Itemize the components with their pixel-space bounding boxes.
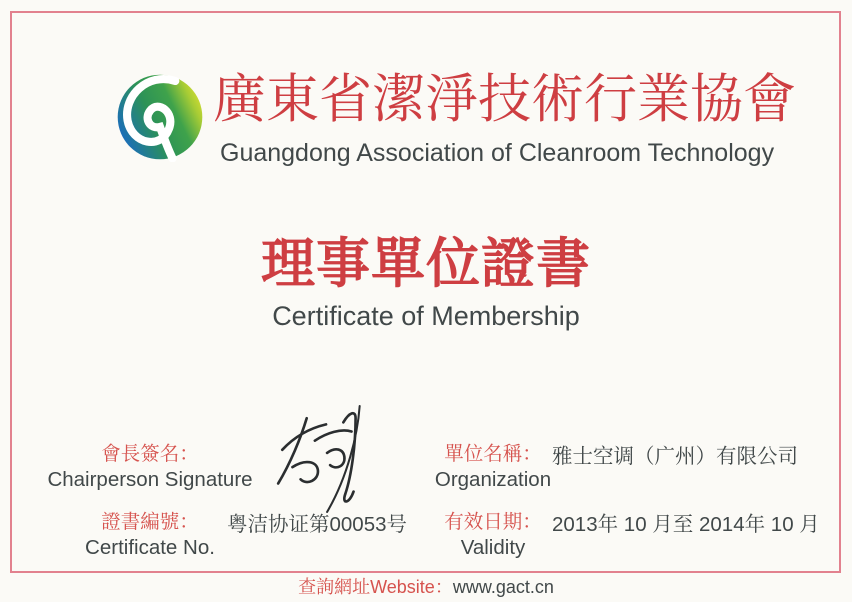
organization-label-en: Organization [434, 468, 552, 491]
website-footer [0, 577, 852, 598]
field-chairperson-signature [40, 443, 260, 492]
certificate-title-en: Certificate of Membership [272, 301, 580, 331]
chairperson-signature-label-en: Chairperson Signature [47, 468, 253, 491]
website-label: 查詢網址Website： [298, 577, 453, 597]
website-url: www.gact.cn [452, 577, 554, 597]
certificate-title-zh: 理事單位證書 [261, 234, 591, 294]
field-organization [418, 443, 568, 492]
certificate-no-label-zh: 證書編號： [101, 511, 199, 533]
association-title-zh: 廣東省潔淨技術行業協會 [213, 70, 796, 129]
certificate-no-label-en: Certificate No. [85, 536, 215, 559]
organization-label-zh: 單位名稱： [444, 443, 542, 465]
association-logo-icon [115, 72, 205, 162]
validity-label-zh: 有效日期： [444, 511, 542, 533]
organization-value: 雅士空调（广州）有限公司 [552, 445, 798, 468]
field-validity [418, 511, 568, 560]
chairperson-signature-label-zh: 會長簽名： [101, 443, 199, 465]
validity-value: 2013年 10 月至 2014年 10 月 [552, 513, 820, 536]
association-title-en: Guangdong Association of Cleanroom Technology [220, 139, 775, 167]
validity-label-en: Validity [460, 536, 526, 559]
certificate-no-value: 粤洁协证第00053号 [227, 513, 408, 536]
signature-handwriting [270, 404, 376, 514]
